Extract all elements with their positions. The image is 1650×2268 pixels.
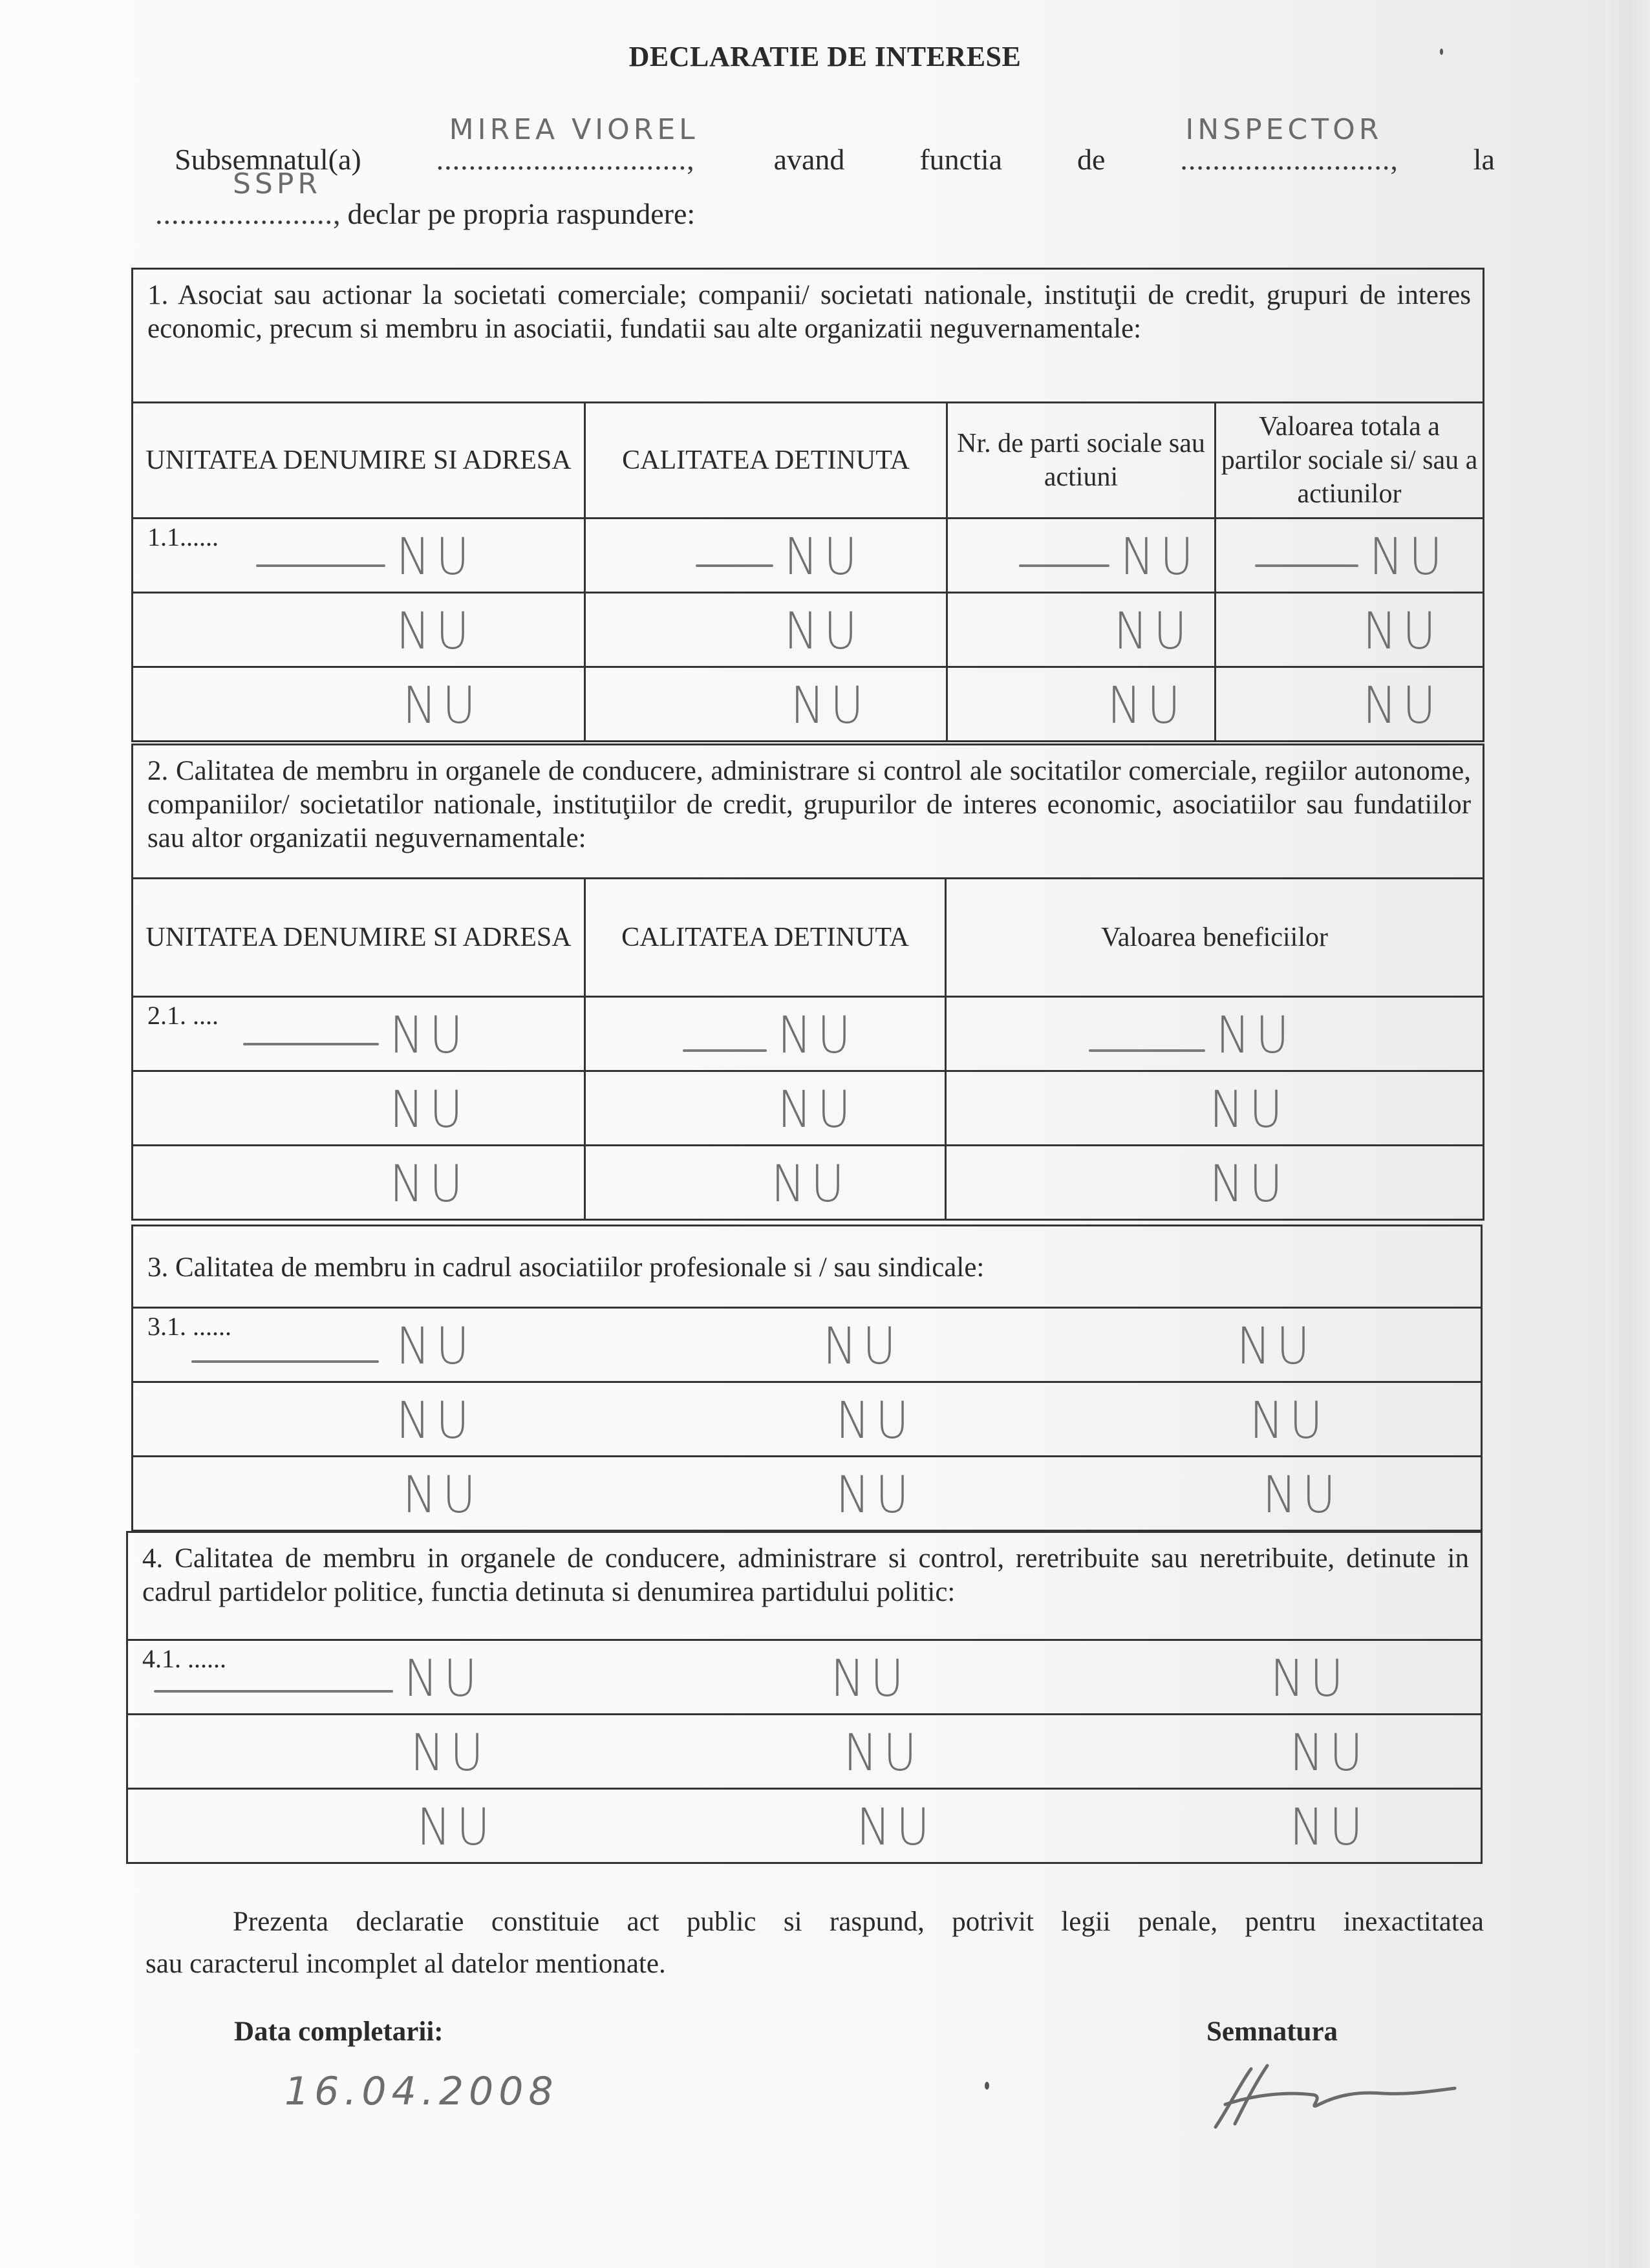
date-handwritten[interactable]: 16.04.2008	[284, 2069, 559, 2114]
handwritten-nu: NU	[402, 1466, 482, 1524]
table-row	[133, 1071, 1484, 1146]
handwritten-nu: NU	[1209, 1081, 1289, 1139]
s2-r3-c2[interactable]	[585, 1146, 946, 1220]
row-label: 1.1......	[147, 522, 219, 551]
declarant-line	[175, 115, 1495, 177]
table-row	[133, 519, 1484, 593]
legal-statement-line-2: sau caracterul incomplet al datelor mentionate.	[145, 1949, 666, 1979]
document-title: DECLARATIE DE INTERESE	[628, 41, 1022, 72]
s2-r2-c1[interactable]	[133, 1071, 585, 1146]
handwritten-nu: NU	[843, 1724, 923, 1782]
s1-r3-c4[interactable]	[1216, 667, 1484, 742]
handwritten-nu: NU	[1369, 528, 1448, 586]
handwritten-nu: NU	[396, 603, 475, 661]
handwritten-nu: NU	[822, 1318, 902, 1376]
handwritten-nu: NU	[1270, 1650, 1349, 1708]
handwritten-nu: NU	[1236, 1318, 1316, 1376]
handwritten-nu: NU	[389, 1155, 469, 1214]
subsemnatul-label: Subsemnatul(a)	[175, 143, 361, 176]
handwritten-nu: NU	[416, 1799, 496, 1857]
s2-r3-c1[interactable]	[133, 1146, 585, 1220]
handwritten-nu: NU	[1362, 677, 1442, 735]
col-header-nr-parti: Nr. de parti sociale sau actiuni	[947, 403, 1216, 519]
dash-mark	[154, 1690, 393, 1693]
section-1-heading	[133, 269, 1484, 403]
date-label: Data completarii:	[234, 2017, 444, 2047]
section-3-text: 3. Calitatea de membru in cadrul asociatiilor profesionale si / sau sindicale:	[133, 1226, 1482, 1308]
handwritten-nu: NU	[410, 1724, 489, 1782]
handwritten-nu: NU	[830, 1650, 910, 1708]
col-header-unitate: UNITATEA DENUMIRE SI ADRESA	[133, 879, 585, 997]
s4-r3[interactable]	[127, 1789, 1482, 1863]
handwritten-nu: NU	[389, 1081, 469, 1139]
handwritten-nu: NU	[777, 1081, 857, 1139]
handwritten-nu: NU	[1262, 1466, 1342, 1524]
table-row	[133, 997, 1484, 1071]
handwritten-nu: NU	[835, 1466, 915, 1524]
name-dots: ...............................,	[436, 143, 695, 176]
s3-r2[interactable]	[133, 1382, 1482, 1457]
handwritten-nu: NU	[790, 677, 870, 735]
s2-r2-c2[interactable]	[585, 1071, 946, 1146]
handwritten-nu: NU	[396, 1318, 475, 1376]
de-label: de	[1077, 143, 1106, 176]
dash-mark	[1089, 1049, 1205, 1052]
dash-mark	[243, 1043, 379, 1045]
section-4-text: 4. Calitatea de membru in organele de conducere, administrare si control, reretribuite sau neretribuite, detinute in cadrul partidelor politice, functia detinuta si denumirea partidului politic:	[127, 1532, 1482, 1640]
s1-r2-c4[interactable]	[1216, 593, 1484, 667]
dash-mark	[696, 564, 773, 567]
col-header-valoarea-beneficiilor: Valoarea beneficiilor	[946, 879, 1484, 997]
section-2-text: 2. Calitatea de membru in organele de conducere, administrare si control ale socitatilor comerciale, regiilor autonome, companiilor/ societatilor nationale, instituţiilor de credit, grupurilor de interes economic, asociatiilor sau fundatiilor sau altor organizatii neguvernamentale:	[133, 745, 1484, 879]
section-4-table	[126, 1531, 1483, 1864]
scan-edge-shadow	[1605, 0, 1650, 2268]
section-1-text: 1. Asociat sau actionar la societati comerciale; companii/ societati nationale, instituţii de credit, grupuri de interes economic, precum si membru in asociatii, fundatii sau alte organizatii neguvernamentale:	[133, 269, 1484, 403]
handwritten-nu: NU	[389, 1007, 469, 1065]
s2-r3-c3[interactable]	[946, 1146, 1484, 1220]
la-label: la	[1473, 143, 1495, 176]
legal-statement-line-1: Prezenta declaratie constituie act public si raspund, potrivit legii penale, pentru inexactitatea	[233, 1907, 1484, 1937]
handwritten-nu: NU	[1289, 1724, 1369, 1782]
handwritten-nu: NU	[1120, 528, 1199, 586]
col-header-valoare-totala: Valoarea totala a partilor sociale si/ sau a actiunilor	[1216, 403, 1484, 519]
scan-speck	[1440, 48, 1443, 55]
section-1-column-headers	[133, 403, 1484, 519]
s2-r1-c1[interactable]	[133, 997, 585, 1071]
s1-r3-c3[interactable]	[947, 667, 1216, 742]
s3-r3[interactable]	[133, 1457, 1482, 1531]
handwritten-nu: NU	[856, 1799, 936, 1857]
unit-line	[155, 169, 1495, 231]
table-row	[127, 1789, 1482, 1863]
dash-mark	[1019, 564, 1109, 567]
dash-mark	[683, 1049, 767, 1052]
col-header-unitate: UNITATEA DENUMIRE SI ADRESA	[133, 403, 585, 519]
s1-r2-c3[interactable]	[947, 593, 1216, 667]
s1-r2-c1[interactable]	[133, 593, 585, 667]
signature-label: Semnatura	[1206, 2017, 1338, 2047]
s2-r1-c3[interactable]	[946, 997, 1484, 1071]
function-dots: ..........................,	[1180, 143, 1398, 176]
row-label: 3.1. ......	[147, 1312, 231, 1341]
table-row	[127, 1715, 1482, 1789]
s2-r2-c3[interactable]	[946, 1071, 1484, 1146]
handwritten-nu: NU	[403, 1650, 483, 1708]
name-field[interactable]	[436, 115, 699, 177]
declare-text: declar pe propria raspundere:	[347, 197, 696, 230]
col-header-calitate: CALITATEA DETINUTA	[585, 879, 946, 997]
dash-mark	[1255, 564, 1358, 567]
table-row	[133, 667, 1484, 742]
handwritten-nu: NU	[1289, 1799, 1369, 1857]
dash-mark	[191, 1360, 379, 1363]
s3-r1[interactable]	[133, 1308, 1482, 1382]
section-3-table	[131, 1225, 1483, 1532]
handwritten-nu: NU	[396, 1392, 475, 1450]
unit-field[interactable]	[155, 169, 341, 231]
handwritten-nu: NU	[784, 528, 863, 586]
row-label: 4.1. ......	[142, 1644, 226, 1673]
declaration-table	[131, 268, 1484, 742]
handwritten-nu: NU	[1209, 1155, 1289, 1214]
handwritten-nu: NU	[771, 1155, 850, 1214]
handwritten-nu: NU	[402, 677, 482, 735]
handwritten-nu: NU	[396, 528, 475, 586]
handwritten-nu: NU	[777, 1007, 857, 1065]
s1-r1-c1[interactable]	[133, 519, 585, 593]
signature-icon	[1190, 2059, 1461, 2130]
avand-label: avand	[773, 143, 845, 176]
table-row	[133, 1382, 1482, 1457]
unit-dots: ......................,	[155, 197, 341, 230]
handwritten-nu: NU	[1249, 1392, 1329, 1450]
name-handwritten: MIREA VIOREL	[449, 113, 699, 146]
functia-label: functia	[919, 143, 1003, 176]
s4-r1[interactable]	[127, 1640, 1482, 1715]
table-row	[127, 1640, 1482, 1715]
s1-r2-c2[interactable]	[585, 593, 947, 667]
handwritten-nu: NU	[1107, 677, 1186, 735]
table-row	[133, 1146, 1484, 1220]
handwritten-nu: NU	[1113, 603, 1193, 661]
table-row	[133, 1457, 1482, 1531]
col-header-calitate: CALITATEA DETINUTA	[585, 403, 947, 519]
s1-r1-c2[interactable]	[585, 519, 947, 593]
dash-mark	[256, 564, 385, 567]
handwritten-nu: NU	[784, 603, 863, 661]
function-handwritten: INSPECTOR	[1185, 113, 1383, 146]
s1-r1-c3[interactable]	[947, 519, 1216, 593]
table-row	[133, 593, 1484, 667]
s1-r1-c4[interactable]	[1216, 519, 1484, 593]
s2-r1-c2[interactable]	[585, 997, 946, 1071]
row-label: 2.1. ....	[147, 1001, 219, 1030]
handwritten-nu: NU	[1216, 1007, 1295, 1065]
handwritten-nu: NU	[835, 1392, 915, 1450]
s1-r3-c2[interactable]	[585, 667, 947, 742]
function-field[interactable]	[1180, 115, 1398, 177]
section-2-table	[131, 744, 1484, 1221]
section-2-column-headers	[133, 879, 1484, 997]
table-row	[133, 1308, 1482, 1382]
s1-r3-c1[interactable]	[133, 667, 585, 742]
unit-handwritten: SSPR	[233, 167, 321, 200]
handwritten-nu: NU	[1362, 603, 1442, 661]
scan-speck	[985, 2082, 989, 2090]
s4-r2[interactable]	[127, 1715, 1482, 1789]
